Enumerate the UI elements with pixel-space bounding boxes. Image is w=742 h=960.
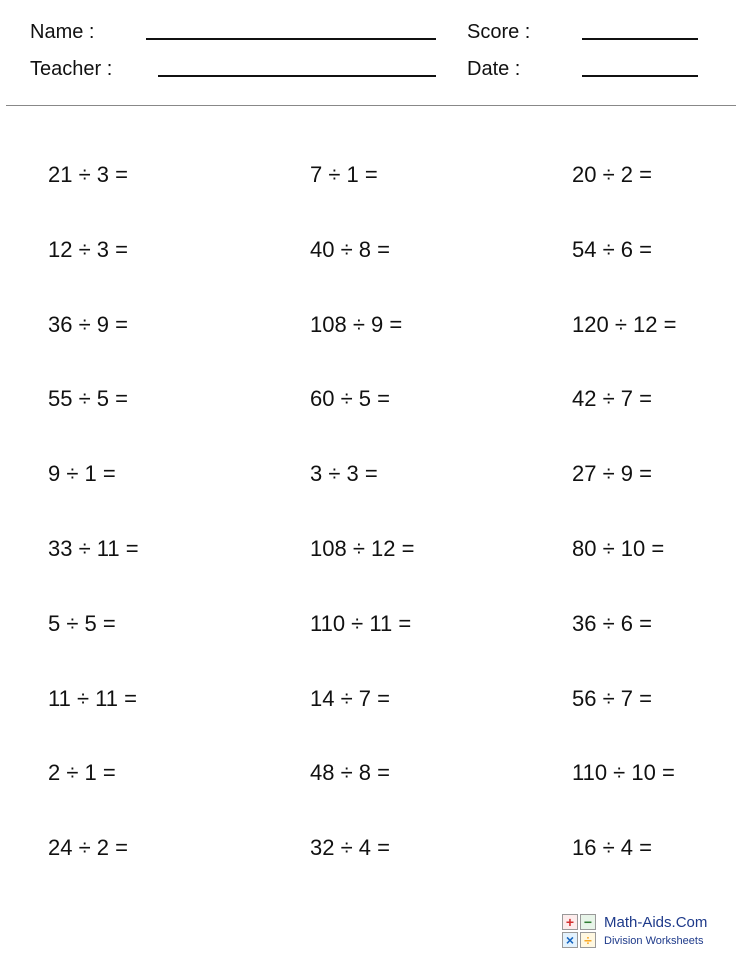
date-label: Date :	[467, 58, 521, 80]
times-icon: ×	[562, 932, 578, 948]
division-problem: 120 ÷ 12 =	[572, 312, 677, 337]
division-problem: 36 ÷ 9 =	[48, 312, 128, 337]
name-label: Name :	[30, 21, 95, 43]
division-problem: 56 ÷ 7 =	[572, 686, 652, 711]
math-aids-logo	[562, 912, 732, 952]
division-problem: 108 ÷ 12 =	[310, 536, 415, 561]
division-problem: 12 ÷ 3 =	[48, 237, 128, 262]
division-problem: 14 ÷ 7 =	[310, 686, 390, 711]
division-problem: 32 ÷ 4 =	[310, 835, 390, 860]
division-problem: 110 ÷ 10 =	[572, 760, 675, 785]
brand-subtitle: Division Worksheets	[604, 935, 704, 947]
header-divider	[6, 105, 736, 106]
teacher-field[interactable]	[158, 75, 436, 77]
operations-icon	[562, 914, 598, 950]
name-field[interactable]	[146, 38, 436, 40]
divide-icon: ÷	[580, 932, 596, 948]
division-problem: 48 ÷ 8 =	[310, 760, 390, 785]
division-problem: 5 ÷ 5 =	[48, 611, 116, 636]
division-problem: 9 ÷ 1 =	[48, 461, 116, 486]
division-problem: 110 ÷ 11 =	[310, 611, 412, 636]
teacher-label: Teacher :	[30, 58, 113, 80]
minus-icon: −	[580, 914, 596, 930]
division-problem: 33 ÷ 11 =	[48, 536, 139, 561]
division-problem: 80 ÷ 10 =	[572, 536, 665, 561]
division-problem: 24 ÷ 2 =	[48, 835, 128, 860]
date-field[interactable]	[582, 75, 698, 77]
score-field[interactable]	[582, 38, 698, 40]
division-problem: 108 ÷ 9 =	[310, 312, 403, 337]
division-problem: 55 ÷ 5 =	[48, 386, 128, 411]
division-problem: 16 ÷ 4 =	[572, 835, 652, 860]
division-problem: 21 ÷ 3 =	[48, 162, 128, 187]
division-problem: 40 ÷ 8 =	[310, 237, 390, 262]
score-label: Score :	[467, 21, 531, 43]
division-problem: 36 ÷ 6 =	[572, 611, 652, 636]
division-problem: 42 ÷ 7 =	[572, 386, 652, 411]
plus-icon: +	[562, 914, 578, 930]
division-problem: 54 ÷ 6 =	[572, 237, 652, 262]
division-problem: 7 ÷ 1 =	[310, 162, 378, 187]
division-problem: 60 ÷ 5 =	[310, 386, 390, 411]
division-problem: 27 ÷ 9 =	[572, 461, 652, 486]
division-problem: 3 ÷ 3 =	[310, 461, 378, 486]
brand-name: Math-Aids.Com	[604, 914, 708, 931]
division-problem: 20 ÷ 2 =	[572, 162, 652, 187]
division-problem: 2 ÷ 1 =	[48, 760, 116, 785]
division-problem: 11 ÷ 11 =	[48, 686, 137, 711]
